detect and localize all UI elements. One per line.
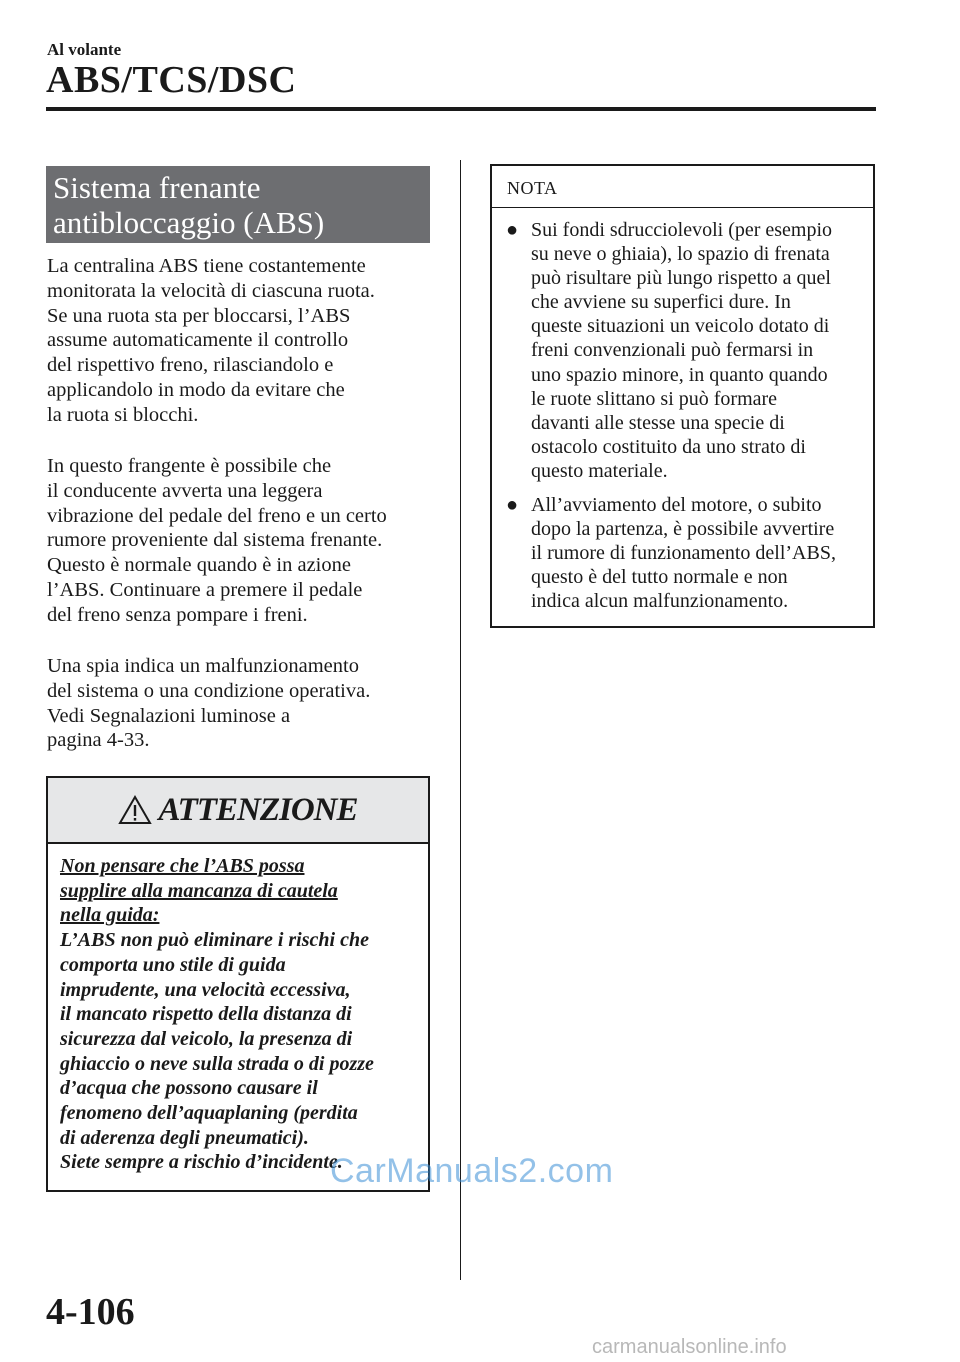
text-line: del rispettivo freno, rilasciandolo e — [47, 354, 334, 377]
text-line: monitorata la velocità di ciascuna ruota. — [47, 279, 375, 302]
section-title: ABS/TCS/DSC — [46, 59, 297, 101]
text-line: Vedi Segnalazioni luminose a — [47, 704, 291, 727]
text-line: del sistema o una condizione operativa. — [47, 679, 371, 702]
note-text-line: uno spazio minore, in quanto quando — [531, 363, 828, 386]
footer-site-link[interactable]: carmanualsonline.info — [592, 1336, 787, 1358]
note-text-line: Sui fondi sdrucciolevoli (per esempio — [531, 219, 833, 241]
warning-title-line: Non pensare che l’ABS possa — [60, 855, 305, 877]
paragraph-abs-vibration — [47, 454, 447, 628]
text-line: Se una ruota sta per bloccarsi, l’ABS — [47, 304, 351, 327]
text-line: la ruota si blocchi. — [47, 403, 199, 426]
warning-text-line: il mancato rispetto della distanza di — [60, 1003, 352, 1026]
warning-text-line: ghiaccio o neve sulla strada o di pozze — [60, 1052, 374, 1075]
text-line: In questo frangente è possibile che — [47, 455, 332, 477]
column-divider — [460, 160, 461, 1280]
text-line: rumore proveniente dal sistema frenante. — [47, 529, 383, 552]
text-line: applicandolo in modo da evitare che — [47, 378, 345, 401]
topic-heading-line: Sistema frenante — [53, 170, 261, 205]
page-reference-link[interactable]: pagina 4-33. — [47, 729, 150, 752]
paragraph-warning-light — [47, 654, 447, 753]
note-text-line: il rumore di funzionamento dell’ABS, — [531, 542, 836, 565]
header-rule — [46, 107, 876, 111]
warning-title-line: nella guida: — [60, 904, 160, 927]
topic-heading-line: antibloccaggio (ABS) — [53, 205, 325, 240]
warning-box — [46, 776, 430, 1192]
text-line: assume automaticamente il controllo — [47, 329, 349, 352]
page-number: 4-106 — [46, 1291, 135, 1333]
warning-label: ATTENZIONE — [158, 791, 358, 828]
bullet-icon: ● — [506, 494, 519, 517]
note-text-line: su neve o ghiaia), lo spazio di frenata — [531, 243, 830, 266]
note-text-line: davanti alle stesse una specie di — [531, 411, 785, 434]
note-text-line: All’avviamento del motore, o subito — [531, 494, 822, 517]
note-text-line: può risultare più lungo rispetto a quel — [531, 267, 831, 290]
warning-text-line: L’ABS non può eliminare i rischi che — [60, 929, 369, 952]
warning-text-line: di aderenza degli pneumatici). — [60, 1126, 309, 1149]
note-item — [506, 218, 866, 483]
note-box — [490, 164, 875, 628]
note-text-line: che avviene su superfici dure. In — [531, 291, 791, 314]
text-line: Una spia indica un malfunzionamento — [47, 655, 359, 677]
note-list — [506, 218, 866, 614]
warning-header — [48, 778, 428, 844]
note-text-line: ostacolo costituito da uno strato di — [531, 435, 806, 458]
note-text-line: dopo la partenza, è possibile avvertire — [531, 518, 835, 541]
warning-text-line: d’acqua che possono causare il — [60, 1077, 318, 1100]
note-item — [506, 493, 866, 613]
warning-title-line: supplire alla mancanza di cautela — [60, 879, 338, 902]
text-line: l’ABS. Continuare a premere il pedale — [47, 578, 363, 601]
text-line: Questo è normale quando è in azione — [47, 554, 351, 577]
section-label: Al volante — [47, 40, 122, 59]
warning-body — [60, 854, 430, 1175]
warning-text-line: fenomeno dell’aquaplaning (perdita — [60, 1102, 358, 1125]
note-text-line: queste situazioni un veicolo dotato di — [531, 315, 830, 338]
text-line: vibrazione del pedale del freno e un certo — [47, 504, 387, 527]
note-text-line: indica alcun malfunzionamento. — [531, 590, 789, 613]
warning-text-line: sicurezza dal veicolo, la presenza di — [60, 1027, 353, 1050]
text-line: il conducente avverta una leggera — [47, 479, 323, 502]
warning-text-line: imprudente, una velocità eccessiva, — [60, 978, 351, 1001]
note-header: NOTA — [492, 166, 873, 208]
warning-triangle-icon — [118, 795, 152, 825]
watermark-logo: CarManuals2.com — [330, 1152, 614, 1190]
note-text-line: freni convenzionali può fermarsi in — [531, 339, 814, 362]
topic-heading — [46, 166, 430, 243]
note-text-line: questo è del tutto normale e non — [531, 566, 788, 589]
note-text-line: le ruote slittano si può formare — [531, 387, 778, 410]
bullet-icon: ● — [506, 219, 519, 241]
text-line: del freno senza pompare i freni. — [47, 603, 308, 626]
note-text-line: questo materiale. — [531, 459, 668, 482]
paragraph-abs-control — [47, 254, 447, 428]
warning-text-line: comporta uno stile di guida — [60, 953, 286, 976]
text-line: La centralina ABS tiene costantemente — [47, 255, 366, 277]
warning-text-line: Siete sempre a rischio d’incidente. — [60, 1151, 343, 1174]
